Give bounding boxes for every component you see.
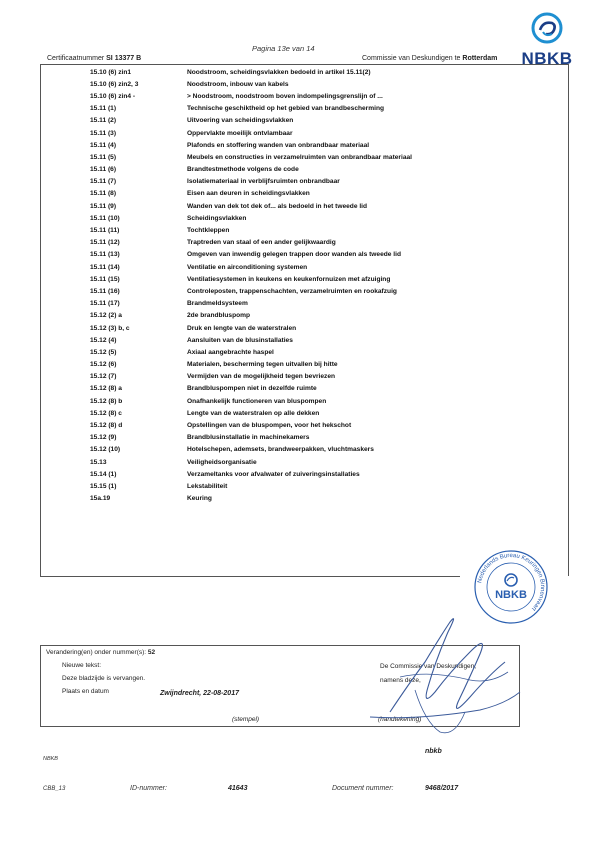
requirement-text: Noodstroom, scheidingsvlakken bedoeld in artikel 15.11(2)	[187, 68, 371, 76]
requirement-row	[90, 115, 517, 127]
requirement-row	[90, 444, 517, 456]
requirement-ref: 15.11 (5)	[90, 153, 117, 161]
footer-small-brand: NBKB	[43, 756, 58, 762]
requirement-ref: 15.12 (2) a	[90, 312, 122, 320]
requirement-text: Brandtestmethode volgens de code	[187, 166, 299, 174]
requirement-row	[90, 493, 517, 505]
requirement-text: Veiligheidsorganisatie	[187, 458, 257, 466]
requirement-ref: 15.12 (10)	[90, 446, 121, 454]
requirement-row	[90, 212, 517, 224]
requirement-text: > Noodstroom, noodstroom boven indompelingsgrenslijn of ...	[187, 92, 383, 100]
requirement-text: Ventilatie en airconditioning systemen	[187, 263, 308, 271]
requirement-text: Onafhankelijk functioneren van bluspompen	[187, 397, 327, 405]
requirement-row	[90, 151, 517, 163]
requirement-ref: 15.15 (1)	[90, 482, 117, 490]
requirement-row	[90, 334, 517, 346]
handwritten-signature	[330, 592, 530, 742]
requirement-ref: 15.11 (13)	[90, 251, 120, 259]
requirement-ref: 15.11 (15)	[90, 275, 120, 283]
requirement-row	[90, 139, 517, 151]
requirement-ref: 15.12 (5)	[90, 348, 117, 356]
requirement-row	[90, 164, 517, 176]
requirement-text: Vermijden van de mogelijkheid tegen bevriezen	[187, 373, 336, 381]
requirement-row	[90, 432, 517, 444]
certificate-number	[47, 55, 141, 62]
requirement-ref: 15.11 (1)	[90, 105, 117, 113]
requirement-text: Druk en lengte van de waterstralen	[187, 324, 297, 332]
document-label: Document nummer:	[332, 785, 394, 792]
requirement-text: Tochtkleppen	[187, 227, 230, 235]
stamp-label: (stempel)	[232, 716, 260, 723]
commission-label: Commissie van Deskundigen te	[362, 55, 461, 62]
requirement-ref: 15.12 (9)	[90, 434, 117, 442]
requirement-ref: 15.11 (9)	[90, 202, 117, 210]
requirement-row	[90, 66, 517, 78]
requirement-text: Ventilatiesystemen in keukens en keukenfornuizen met afzuiging	[187, 275, 391, 283]
requirement-ref: 15.11 (4)	[90, 141, 117, 149]
requirement-row	[90, 407, 517, 419]
requirement-row	[90, 298, 517, 310]
requirement-ref: 15a.19	[90, 495, 111, 503]
requirement-row	[90, 346, 517, 358]
logo-text: NBKB	[521, 49, 573, 68]
requirement-row	[90, 359, 517, 371]
change-label: Verandering(en) onder nummer(s):	[46, 649, 147, 656]
commission-heading	[362, 55, 497, 62]
requirement-ref: 15.11 (10)	[90, 214, 120, 222]
requirement-text: Technische geschiktheid op het gebied van brandbescherming	[187, 105, 385, 113]
nbkb-logo	[517, 12, 577, 69]
requirement-text: Brandmeldsysteem	[187, 300, 248, 308]
requirement-row	[90, 127, 517, 139]
requirement-row	[90, 456, 517, 468]
cert-label: Certificaatnummer	[47, 55, 105, 62]
requirement-row	[90, 249, 517, 261]
page-number: Pagina 13e van 14	[252, 44, 315, 53]
requirement-row	[90, 383, 517, 395]
requirement-ref: 15.12 (3) b, c	[90, 324, 130, 332]
requirement-text: Brandblusinstallatie in machinekamers	[187, 434, 310, 442]
change-number: 52	[147, 649, 156, 656]
nbkb-swirl-icon	[531, 12, 563, 44]
place-date-value: Zwijndrecht, 22-08-2017	[160, 690, 239, 697]
requirement-row	[90, 285, 517, 297]
requirement-row	[90, 261, 517, 273]
requirement-ref: 15.10 (6) zin2, 3	[90, 80, 139, 88]
requirement-text: Lengte van de waterstralen op alle dekken	[187, 409, 320, 417]
stamp-brand: NBKB	[495, 589, 527, 601]
requirement-ref: 15.11 (11)	[90, 227, 120, 235]
committee-line2: namens deze,	[380, 677, 421, 684]
commission-city: Rotterdam	[462, 55, 498, 62]
requirement-row	[90, 176, 517, 188]
requirement-ref: 15.11 (16)	[90, 287, 120, 295]
requirement-text: Hotelschepen, ademsets, brandweerpakken, vluchtmaskers	[187, 446, 374, 454]
requirement-ref: 15.11 (17)	[90, 300, 120, 308]
requirement-ref: 15.12 (4)	[90, 336, 117, 344]
requirement-ref: 15.11 (6)	[90, 166, 117, 174]
requirement-text: Opstellingen van de bluspompen, voor het hekschot	[187, 422, 352, 430]
requirement-text: Aansluiten van de blusinstallaties	[187, 336, 293, 344]
footer-brand: nbkb	[425, 748, 442, 755]
requirement-text: Plafonds en stoffering wanden van onbrandbaar materiaal	[187, 141, 370, 149]
content-frame-bottom	[40, 576, 460, 577]
requirement-row	[90, 395, 517, 407]
requirement-text: Traptreden van staal of een ander gelijkwaardig	[187, 239, 336, 247]
requirement-text: Noodstroom, inbouw van kabels	[187, 80, 289, 88]
requirement-row	[90, 224, 517, 236]
requirement-text: 2de brandbluspomp	[187, 312, 251, 320]
requirement-text: Keuring	[187, 495, 212, 503]
requirement-row	[90, 419, 517, 431]
requirement-text: Wanden van dek tot dek of... als bedoeld in het tweede lid	[187, 202, 368, 210]
requirement-ref: 15.11 (3)	[90, 129, 117, 137]
requirement-text: Materialen, bescherming tegen uitvallen bij hitte	[187, 361, 338, 369]
requirement-text: Lekstabiliteit	[187, 482, 228, 490]
requirement-ref: 15.10 (6) zin1	[90, 68, 132, 76]
requirement-text: Omgeven van inwendig gelegen trappen door wanden als tweede lid	[187, 251, 401, 259]
requirement-text: Scheidingsvlakken	[187, 214, 247, 222]
place-date-label: Plaats en datum	[62, 688, 109, 695]
footer-code: CBB_13	[43, 786, 66, 792]
requirement-ref: 15.11 (12)	[90, 239, 120, 247]
requirement-text: Eisen aan deuren in scheidingsvlakken	[187, 190, 310, 198]
committee-line1: De Commissie van Deskundigen,	[380, 663, 477, 670]
stamp-ring-text: Nederlands Bureau Keuringen Binnenvaart	[477, 552, 546, 612]
requirement-row	[90, 200, 517, 212]
requirement-ref: 15.12 (8) c	[90, 409, 122, 417]
requirement-ref: 15.11 (2)	[90, 117, 117, 125]
id-value: 41643	[228, 785, 248, 792]
requirement-text: Verzameltanks voor afvalwater of zuiveringsinstallaties	[187, 470, 360, 478]
document-value: 9468/2017	[425, 785, 459, 792]
requirement-row	[90, 468, 517, 480]
requirement-row	[90, 103, 517, 115]
requirement-row	[90, 310, 517, 322]
new-text-label: Nieuwe tekst:	[62, 662, 102, 669]
requirement-ref: 15.12 (8) a	[90, 385, 122, 393]
requirement-text: Uitvoering van scheidingsvlakken	[187, 117, 294, 125]
requirement-ref: 15.11 (14)	[90, 263, 120, 271]
requirement-ref: 15.13	[90, 458, 107, 466]
replaced-label: Deze bladzijde is vervangen.	[62, 675, 146, 682]
requirement-ref: 15.12 (8) d	[90, 422, 123, 430]
cert-value: SI 13377 B	[106, 55, 142, 62]
requirement-ref: 15.11 (7)	[90, 178, 117, 186]
requirements-list	[90, 66, 517, 505]
requirement-text: Oppervlakte moeilijk ontvlambaar	[187, 129, 293, 137]
requirement-row	[90, 480, 517, 492]
requirement-ref: 15.12 (6)	[90, 361, 117, 369]
requirement-row	[90, 237, 517, 249]
requirement-text: Meubels en constructies in verzamelruimten van onbrandbaar materiaal	[187, 153, 412, 161]
requirement-ref: 15.12 (7)	[90, 373, 117, 381]
requirement-ref: 15.12 (8) b	[90, 397, 123, 405]
requirement-text: Isolatiemateriaal in verblijfsruimten onbrandbaar	[187, 178, 340, 186]
requirement-row	[90, 188, 517, 200]
signature-label: (handtekening)	[378, 716, 422, 723]
requirement-ref: 15.11 (8)	[90, 190, 117, 198]
requirement-row	[90, 273, 517, 285]
requirement-row	[90, 371, 517, 383]
requirement-ref: 15.14 (1)	[90, 470, 117, 478]
requirement-text: Brandbluspompen niet in dezelfde ruimte	[187, 385, 317, 393]
requirement-text: Controleposten, trappenschachten, verzamelruimten en rookafzuig	[187, 287, 397, 295]
requirement-row	[90, 78, 517, 90]
requirement-row	[90, 90, 517, 102]
requirement-text: Axiaal aangebrachte haspel	[187, 348, 274, 356]
requirement-row	[90, 322, 517, 334]
requirement-ref: 15.10 (6) zin4 -	[90, 92, 136, 100]
change-line	[46, 649, 155, 656]
id-label: ID-nummer:	[130, 785, 167, 792]
